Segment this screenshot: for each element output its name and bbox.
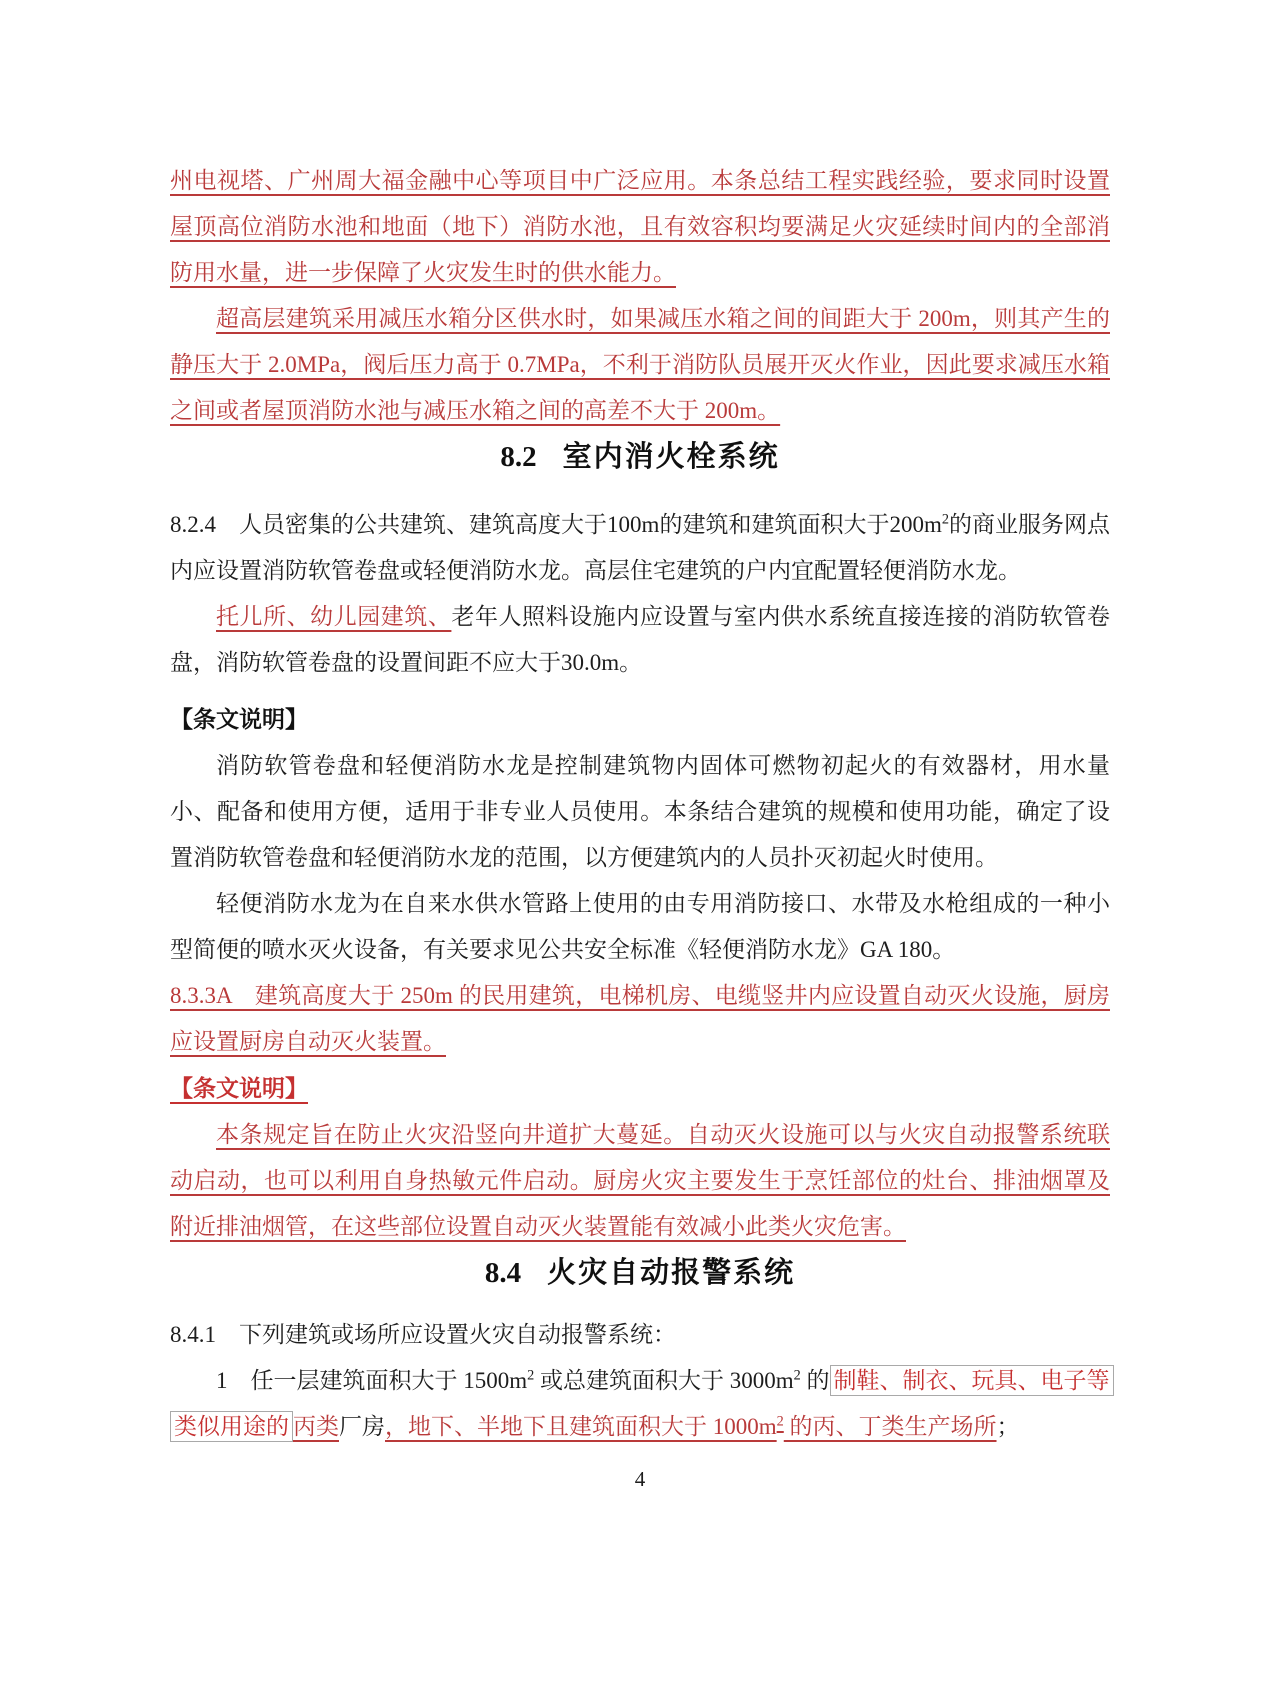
section-title: 火灾自动报警系统 [547,1257,796,1289]
para-explanation [170,743,1110,881]
text-segment: 托儿所、幼儿园建筑、 [216,604,452,629]
text-segment: 丙类 [293,1414,339,1439]
content [170,158,1110,1450]
text-segment: 1 任一层建筑面积大于 1500m [216,1368,528,1393]
text-segment: 2 [941,511,949,528]
text-segment: 制鞋、制衣、玩具、电子等类似用途的 [170,1365,1114,1442]
clause-8-3-3A [170,973,1110,1065]
text-segment: 或总建筑面积大于 3000m [534,1368,794,1393]
section-number: 8.4 [484,1257,522,1289]
section-heading-8-2 [170,434,1110,480]
text-segment: 2 [793,1367,801,1384]
text-segment: ，地下、半地下且建筑面积大于 1000m [385,1414,777,1439]
label-explanation-black [170,696,1110,743]
para-explanation [170,881,1110,973]
text-segment: 本条规定旨在防止火灾沿竖向井道扩大蔓延。自动灭火设施可以与火灾自动报警系统联动启动，也可以利用自身热敏元件启动。厨房火灾主要发生于烹饪部位的灶台、排油烟罩及附近排油烟管，在这些部位设置自动灭火装置能有效减小此类火灾危害。 [170,1122,1110,1239]
section-heading-8-4 [170,1250,1110,1296]
text-segment: 8.4.1 下列建筑或场所应设置火灾自动报警系统： [170,1322,676,1347]
para-explanation [170,296,1110,434]
text-segment: 8.3.3A 建筑高度大于 250m 的民用建筑，电梯机房、电缆竖井内应设置自动灭火设施，厨房应设置厨房自动灭火装置。 [170,983,1110,1054]
text-segment: 2 [527,1367,535,1384]
clause-8-4-1-item-1 [170,1358,1110,1450]
section-title: 室内消火栓系统 [562,441,780,473]
text-segment: 8.2.4 人员密集的公共建筑、建筑高度大于100m的建筑和建筑面积大于200m [170,512,942,537]
clause-8-4-1 [170,1312,1110,1358]
text-segment: 的 [800,1368,830,1393]
text-segment: 轻便消防水龙为在自来水供水管路上使用的由专用消防接口、水带及水枪组成的一种小型简便的喷水灭火设备，有关要求见公共安全标准《轻便消防水龙》GA 180。 [170,891,1110,962]
page-footer [170,1464,1110,1494]
text-segment: 消防软管卷盘和轻便消防水龙是控制建筑物内固体可燃物初起火的有效器材，用水量小、配备和使用方便，适用于非专业人员使用。本条结合建筑的规模和使用功能，确定了设置消防软管卷盘和轻便消防水龙的范围，以方便建筑内的人员扑灭初起火时使用。 [170,753,1110,870]
text-segment: 【条文说明】 [170,706,308,732]
section-number: 8.2 [500,441,537,473]
text-segment: 厂房 [339,1414,385,1439]
para-explanation-continued [170,158,1110,296]
label-explanation-red [170,1065,1110,1112]
text-segment: 的丙、丁类生产场所 [783,1414,997,1439]
text-segment: ； [996,1414,1020,1439]
text-segment: 州电视塔、广州周大福金融中心等项目中广泛应用。本条总结工程实践经验，要求同时设置屋顶高位消防水池和地面（地下）消防水池，且有效容积均要满足火灾延续时间内的全部消防用水量，进一步保障了火灾发生时的供水能力。 [170,168,1110,285]
clause-8-2-4 [170,502,1110,594]
text-segment: 2 [776,1413,784,1430]
text-segment: 老年人照料设施内应设置与室内供水系统直接连接的消防软管卷盘，消防软管卷盘的设置间距不应大于30.0m。 [170,604,1111,675]
text-segment: 的商业服务网点内应设置消防软管卷盘或轻便消防水龙。高层住宅建筑的户内宜配置轻便消防水龙。 [170,512,1111,583]
text-segment: 超高层建筑采用减压水箱分区供水时，如果减压水箱之间的间距大于 200m，则其产生的静压大于 2.0MPa，阀后压力高于 0.7MPa，不利于消防队员展开灭火作业，因此要求减压水箱之间或者屋顶消防水池与减压水箱之间的高差不大于 200m。 [170,306,1110,423]
para-explanation [170,1112,1110,1250]
clause-8-2-4-para2 [170,594,1110,686]
text-segment: 【条文说明】 [170,1075,308,1101]
page-number: 4 [634,1467,646,1491]
